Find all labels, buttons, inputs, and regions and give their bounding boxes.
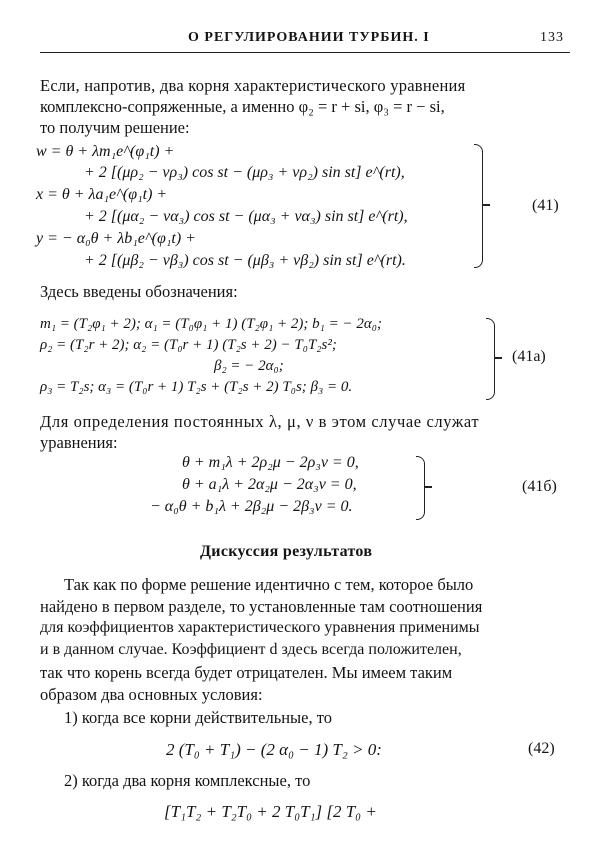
- eq41a-line-2: ρ₂ = (T₂r + 2); α₂ = (T₀r + 1) (T₂s + 2) − T₀T₂s²;: [40, 337, 337, 353]
- eq41a-line-1: m₁ = (T₂φ₁ + 2); α₁ = (T₀φ₁ + 1) (T₂φ₁ + 2); b₁ = − 2α₀;: [40, 316, 382, 332]
- condition-2-formula: [T₁T₂ + T₂T₀ + 2 T₀T₁] [2 T₀ +: [164, 802, 377, 821]
- discussion-line-3: для коэффициентов характеристического уравнения применимы: [40, 619, 480, 636]
- eq41-brace-tip: [483, 204, 490, 206]
- eq41-brace: [474, 144, 483, 268]
- eq41-line-1: w = θ + λm₁e^(φ₁t) +: [36, 143, 175, 160]
- intro-line-1: Если, напротив, два корня характеристического уравнения: [40, 76, 466, 95]
- discussion-line-1: Так как по форме решение идентично с тем, которое было: [64, 575, 474, 594]
- eq41a-line-4: ρ₃ = T₂s; α₃ = (T₀r + 1) T₂s + (T₂s + 2) T₀s; β₃ = 0.: [40, 379, 353, 395]
- condition-2-text: 2) когда два корня комплексные, то: [64, 771, 311, 790]
- discussion-line-5: так что корень всегда будет отрицателен. Мы имеем таким: [40, 663, 453, 682]
- eq41b-brace: [416, 456, 425, 520]
- constants-line-1: Для определения постоянных λ, μ, ν в этом случае служат: [40, 412, 480, 431]
- eq41-line-4: + 2 [(μα₂ − να₃) cos st − (μα₃ + να₃) sin st] e^(rt),: [84, 208, 408, 225]
- running-title: О РЕГУЛИРОВАНИИ ТУРБИН. I: [188, 30, 430, 45]
- section-title: Дискуссия результатов: [200, 543, 373, 560]
- eq41a-brace: [486, 318, 495, 400]
- eq41-line-5: y = − α₀θ + λb₁e^(φ₁t) +: [36, 230, 196, 247]
- intro-line-3: то получим решение:: [40, 118, 190, 137]
- eq41-line-2: + 2 [(μρ₂ − νρ₃) cos st − (μρ₃ + νρ₂) sin st] e^(rt),: [84, 164, 405, 181]
- eq41b-brace-tip: [425, 486, 432, 488]
- eq41b-line-2: θ + a₁λ + 2α₂μ − 2α₃ν = 0,: [182, 476, 357, 493]
- eq41-line-3: x = θ + λa₁e^(φ₁t) +: [36, 186, 168, 203]
- eq41b-number: (41б): [522, 478, 557, 495]
- discussion-line-4: и в данном случае. Коэффициент d здесь всегда положителен,: [40, 641, 462, 658]
- notation-intro: Здесь введены обозначения:: [40, 282, 238, 301]
- eq41-number: (41): [532, 197, 559, 214]
- discussion-line-6: образом два основных условия:: [40, 685, 263, 704]
- condition-1-formula: 2 (T₀ + T₁) − (2 α₀ − 1) T₂ > 0:: [166, 740, 382, 759]
- header-rule: [40, 52, 570, 53]
- eq41a-line-3: β₂ = − 2α₀;: [214, 358, 284, 374]
- eq41a-brace-tip: [495, 357, 502, 359]
- eq41b-line-1: θ + m₁λ + 2ρ₂μ − 2ρ₃ν = 0,: [182, 454, 359, 471]
- eq42-number: (42): [528, 740, 555, 757]
- eq41b-line-3: − α₀θ + b₁λ + 2β₂μ − 2β₃ν = 0.: [150, 498, 353, 515]
- condition-1-text: 1) когда все корни действительные, то: [64, 708, 332, 727]
- eq41-line-6: + 2 [(μβ₂ − νβ₃) cos st − (μβ₃ + νβ₂) sin st] e^(rt).: [84, 252, 406, 269]
- constants-line-2: уравнения:: [40, 433, 118, 452]
- page-number: 133: [540, 30, 564, 45]
- discussion-line-2: найдено в первом разделе, то установленные там соотношения: [40, 597, 483, 616]
- eq41a-number: (41а): [512, 348, 546, 365]
- intro-line-2: комплексно-сопряженные, а именно φ₂ = r + si, φ₃ = r − si,: [40, 97, 445, 116]
